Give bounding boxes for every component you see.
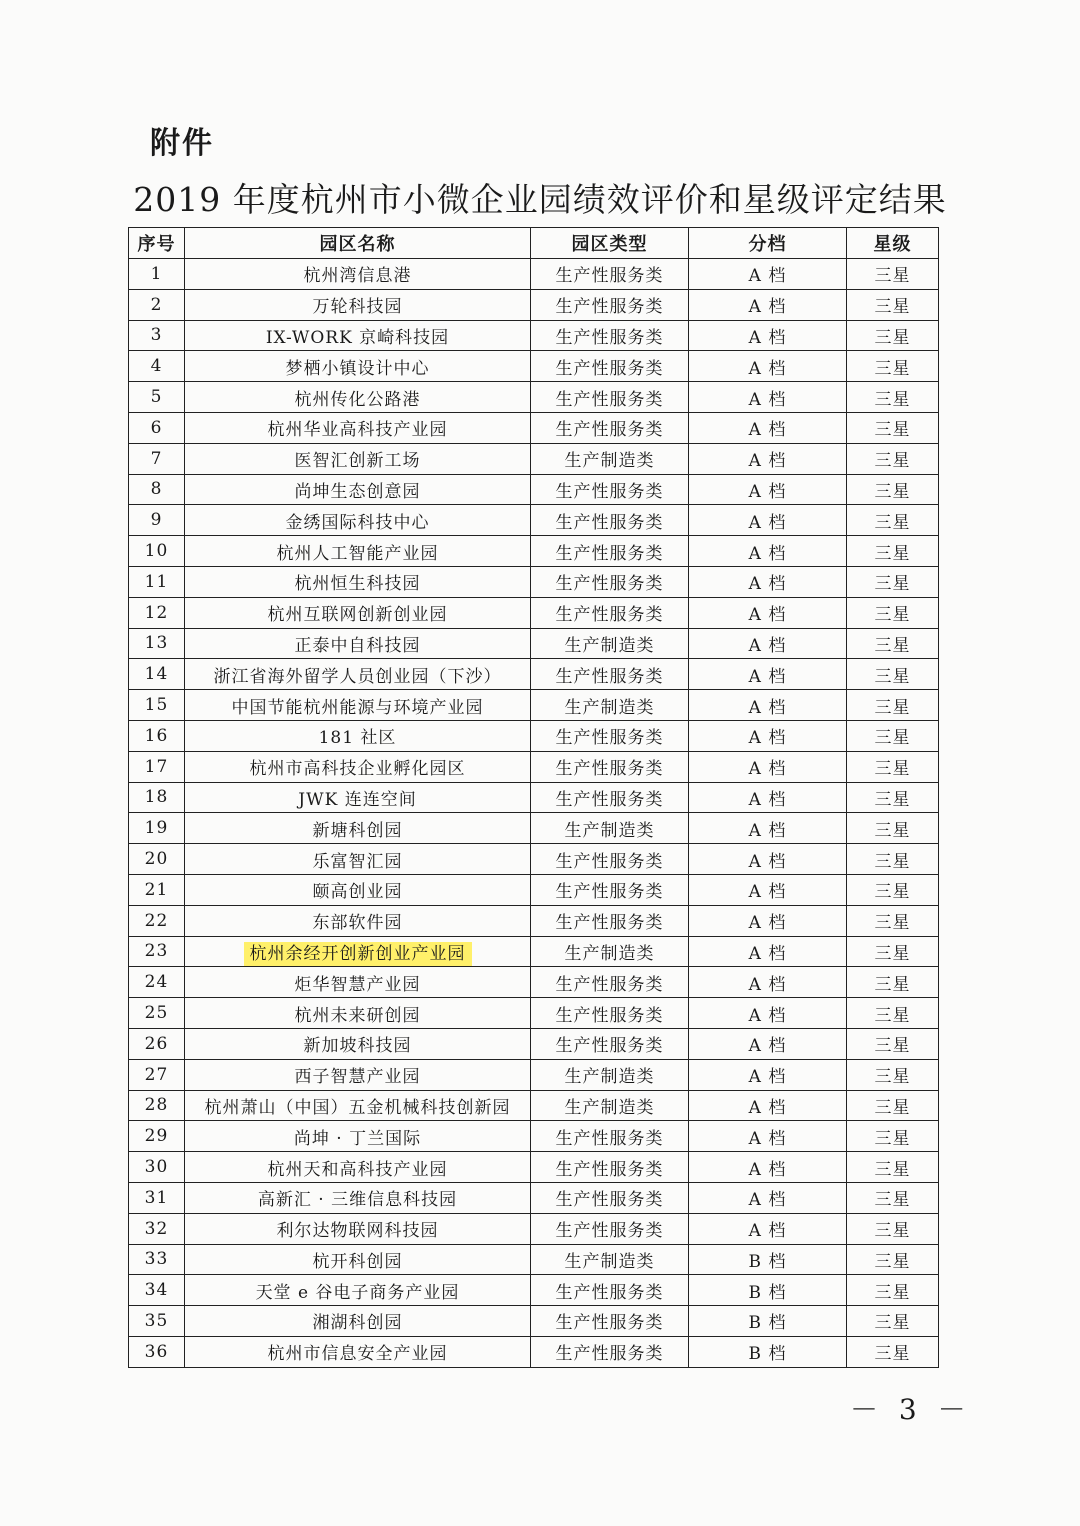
cell-park-name: 利尔达物联网科技园 <box>185 1213 531 1244</box>
cell-no: 31 <box>129 1182 185 1213</box>
cell-grade: A 档 <box>689 628 847 659</box>
cell-park-type: 生产制造类 <box>531 1244 689 1275</box>
cell-park-type: 生产性服务类 <box>531 536 689 567</box>
cell-park-name: 新加坡科技园 <box>185 1028 531 1059</box>
cell-park-type: 生产性服务类 <box>531 874 689 905</box>
cell-park-type: 生产性服务类 <box>531 720 689 751</box>
cell-grade: A 档 <box>689 289 847 320</box>
table-body <box>129 259 939 1368</box>
table-header-row <box>129 228 939 259</box>
cell-star: 三星 <box>847 382 939 413</box>
cell-star: 三星 <box>847 1244 939 1275</box>
cell-grade: A 档 <box>689 505 847 536</box>
cell-no: 9 <box>129 505 185 536</box>
cell-star: 三星 <box>847 1152 939 1183</box>
table-row <box>129 1090 939 1121</box>
table-row <box>129 874 939 905</box>
cell-no: 1 <box>129 259 185 290</box>
table-row <box>129 690 939 721</box>
table-row <box>129 443 939 474</box>
table-row <box>129 1121 939 1152</box>
cell-star: 三星 <box>847 474 939 505</box>
table-row <box>129 1336 939 1367</box>
highlighted-park-name: 杭州余经开创新创业产业园 <box>244 942 472 966</box>
cell-no: 24 <box>129 967 185 998</box>
cell-park-name: 尚坤生态创意园 <box>185 474 531 505</box>
cell-park-name: 万轮科技园 <box>185 289 531 320</box>
table-row <box>129 720 939 751</box>
cell-no: 30 <box>129 1152 185 1183</box>
cell-star: 三星 <box>847 597 939 628</box>
cell-park-type: 生产性服务类 <box>531 1306 689 1337</box>
cell-park-type: 生产性服务类 <box>531 1121 689 1152</box>
table-row <box>129 905 939 936</box>
cell-grade: B 档 <box>689 1336 847 1367</box>
column-header-name: 园区名称 <box>185 228 531 259</box>
cell-park-name: 杭州传化公路港 <box>185 382 531 413</box>
cell-star: 三星 <box>847 289 939 320</box>
cell-park-type: 生产性服务类 <box>531 751 689 782</box>
cell-park-name: 杭州市信息安全产业园 <box>185 1336 531 1367</box>
cell-star: 三星 <box>847 1059 939 1090</box>
cell-star: 三星 <box>847 905 939 936</box>
table-row <box>129 782 939 813</box>
cell-star: 三星 <box>847 1090 939 1121</box>
cell-grade: B 档 <box>689 1244 847 1275</box>
column-header-no: 序号 <box>129 228 185 259</box>
cell-park-type: 生产性服务类 <box>531 259 689 290</box>
cell-grade: A 档 <box>689 259 847 290</box>
cell-park-type: 生产制造类 <box>531 1090 689 1121</box>
cell-park-type: 生产制造类 <box>531 443 689 474</box>
cell-park-name: 西子智慧产业园 <box>185 1059 531 1090</box>
cell-park-name: 医智汇创新工场 <box>185 443 531 474</box>
column-header-star: 星级 <box>847 228 939 259</box>
cell-park-type: 生产性服务类 <box>531 1152 689 1183</box>
cell-grade: A 档 <box>689 1090 847 1121</box>
cell-park-type: 生产性服务类 <box>531 998 689 1029</box>
cell-star: 三星 <box>847 320 939 351</box>
cell-no: 15 <box>129 690 185 721</box>
table-row <box>129 659 939 690</box>
results-table <box>128 227 939 1368</box>
cell-park-name: 杭州市高科技企业孵化园区 <box>185 751 531 782</box>
cell-park-type: 生产制造类 <box>531 936 689 967</box>
cell-star: 三星 <box>847 536 939 567</box>
cell-park-type: 生产性服务类 <box>531 351 689 382</box>
cell-grade: A 档 <box>689 474 847 505</box>
cell-no: 33 <box>129 1244 185 1275</box>
cell-no: 34 <box>129 1275 185 1306</box>
cell-park-name: 杭州未来研创园 <box>185 998 531 1029</box>
table-row <box>129 320 939 351</box>
cell-park-type: 生产性服务类 <box>531 566 689 597</box>
cell-park-type: 生产性服务类 <box>531 1336 689 1367</box>
cell-no: 25 <box>129 998 185 1029</box>
column-header-grade: 分档 <box>689 228 847 259</box>
cell-grade: A 档 <box>689 1152 847 1183</box>
cell-park-name: JWK 连连空间 <box>185 782 531 813</box>
cell-park-name: 浙江省海外留学人员创业园（下沙） <box>185 659 531 690</box>
cell-star: 三星 <box>847 505 939 536</box>
cell-grade: A 档 <box>689 998 847 1029</box>
cell-park-name: 杭州萧山（中国）五金机械科技创新园 <box>185 1090 531 1121</box>
cell-no: 3 <box>129 320 185 351</box>
cell-star: 三星 <box>847 351 939 382</box>
page-number: － 3 － <box>850 1393 972 1426</box>
cell-star: 三星 <box>847 813 939 844</box>
cell-star: 三星 <box>847 844 939 875</box>
cell-no: 32 <box>129 1213 185 1244</box>
column-header-type: 园区类型 <box>531 228 689 259</box>
attachment-label: 附件 <box>150 126 214 161</box>
cell-grade: A 档 <box>689 659 847 690</box>
cell-park-name: 尚坤 · 丁兰国际 <box>185 1121 531 1152</box>
table-row <box>129 566 939 597</box>
cell-no: 18 <box>129 782 185 813</box>
cell-star: 三星 <box>847 751 939 782</box>
cell-park-type: 生产性服务类 <box>531 597 689 628</box>
cell-no: 17 <box>129 751 185 782</box>
cell-park-name <box>185 936 531 967</box>
cell-park-type: 生产性服务类 <box>531 320 689 351</box>
cell-park-type: 生产制造类 <box>531 1059 689 1090</box>
table-row <box>129 628 939 659</box>
cell-no: 36 <box>129 1336 185 1367</box>
cell-grade: B 档 <box>689 1275 847 1306</box>
table-row <box>129 1028 939 1059</box>
table-row <box>129 412 939 443</box>
cell-grade: B 档 <box>689 1306 847 1337</box>
table-row <box>129 382 939 413</box>
cell-grade: A 档 <box>689 782 847 813</box>
cell-park-type: 生产性服务类 <box>531 412 689 443</box>
table-row <box>129 351 939 382</box>
cell-grade: A 档 <box>689 320 847 351</box>
cell-no: 26 <box>129 1028 185 1059</box>
cell-park-type: 生产制造类 <box>531 628 689 659</box>
cell-park-type: 生产性服务类 <box>531 659 689 690</box>
cell-star: 三星 <box>847 659 939 690</box>
table-row <box>129 505 939 536</box>
cell-star: 三星 <box>847 443 939 474</box>
cell-grade: A 档 <box>689 1028 847 1059</box>
cell-park-name: 正泰中自科技园 <box>185 628 531 659</box>
cell-no: 6 <box>129 412 185 443</box>
cell-no: 27 <box>129 1059 185 1090</box>
cell-no: 2 <box>129 289 185 320</box>
cell-star: 三星 <box>847 998 939 1029</box>
cell-star: 三星 <box>847 690 939 721</box>
table-row <box>129 1059 939 1090</box>
table-row <box>129 1275 939 1306</box>
cell-star: 三星 <box>847 259 939 290</box>
cell-no: 19 <box>129 813 185 844</box>
cell-star: 三星 <box>847 1121 939 1152</box>
cell-grade: A 档 <box>689 351 847 382</box>
cell-park-name: 梦栖小镇设计中心 <box>185 351 531 382</box>
cell-star: 三星 <box>847 412 939 443</box>
cell-park-name: 乐富智汇园 <box>185 844 531 875</box>
cell-no: 22 <box>129 905 185 936</box>
cell-grade: A 档 <box>689 936 847 967</box>
cell-park-name: 东部软件园 <box>185 905 531 936</box>
cell-star: 三星 <box>847 936 939 967</box>
cell-park-type: 生产性服务类 <box>531 1028 689 1059</box>
cell-grade: A 档 <box>689 1213 847 1244</box>
cell-star: 三星 <box>847 566 939 597</box>
cell-park-name: 新塘科创园 <box>185 813 531 844</box>
table-row <box>129 844 939 875</box>
cell-grade: A 档 <box>689 720 847 751</box>
cell-park-name: 杭州恒生科技园 <box>185 566 531 597</box>
cell-star: 三星 <box>847 1275 939 1306</box>
cell-grade: A 档 <box>689 412 847 443</box>
cell-no: 10 <box>129 536 185 567</box>
cell-park-name: 高新汇 · 三维信息科技园 <box>185 1182 531 1213</box>
cell-no: 14 <box>129 659 185 690</box>
table-row <box>129 751 939 782</box>
cell-no: 5 <box>129 382 185 413</box>
cell-park-name: 炬华智慧产业园 <box>185 967 531 998</box>
cell-park-name: 杭开科创园 <box>185 1244 531 1275</box>
table-row <box>129 289 939 320</box>
cell-park-name: 天堂 e 谷电子商务产业园 <box>185 1275 531 1306</box>
cell-star: 三星 <box>847 967 939 998</box>
cell-park-name: 中国节能杭州能源与环境产业园 <box>185 690 531 721</box>
cell-park-name: 湘湖科创园 <box>185 1306 531 1337</box>
table-row <box>129 1213 939 1244</box>
cell-park-type: 生产性服务类 <box>531 905 689 936</box>
cell-no: 4 <box>129 351 185 382</box>
cell-no: 8 <box>129 474 185 505</box>
cell-park-name: 颐高创业园 <box>185 874 531 905</box>
cell-park-name: 杭州湾信息港 <box>185 259 531 290</box>
cell-no: 35 <box>129 1306 185 1337</box>
table-row <box>129 998 939 1029</box>
cell-grade: A 档 <box>689 1182 847 1213</box>
cell-no: 28 <box>129 1090 185 1121</box>
table-row <box>129 1182 939 1213</box>
cell-star: 三星 <box>847 1306 939 1337</box>
cell-park-type: 生产性服务类 <box>531 782 689 813</box>
cell-star: 三星 <box>847 1336 939 1367</box>
cell-star: 三星 <box>847 1182 939 1213</box>
cell-park-name: 杭州人工智能产业园 <box>185 536 531 567</box>
cell-park-type: 生产制造类 <box>531 690 689 721</box>
cell-no: 21 <box>129 874 185 905</box>
cell-grade: A 档 <box>689 690 847 721</box>
cell-grade: A 档 <box>689 905 847 936</box>
table-row <box>129 813 939 844</box>
cell-park-name: 杭州天和高科技产业园 <box>185 1152 531 1183</box>
cell-no: 20 <box>129 844 185 875</box>
cell-park-type: 生产性服务类 <box>531 1182 689 1213</box>
table-row <box>129 936 939 967</box>
cell-park-type: 生产性服务类 <box>531 844 689 875</box>
cell-grade: A 档 <box>689 844 847 875</box>
cell-star: 三星 <box>847 782 939 813</box>
cell-no: 29 <box>129 1121 185 1152</box>
cell-park-name: 杭州华业高科技产业园 <box>185 412 531 443</box>
table-row <box>129 1152 939 1183</box>
table-row <box>129 474 939 505</box>
cell-grade: A 档 <box>689 751 847 782</box>
cell-park-type: 生产性服务类 <box>531 289 689 320</box>
cell-park-type: 生产性服务类 <box>531 382 689 413</box>
cell-no: 23 <box>129 936 185 967</box>
cell-no: 7 <box>129 443 185 474</box>
cell-star: 三星 <box>847 1028 939 1059</box>
cell-no: 16 <box>129 720 185 751</box>
cell-star: 三星 <box>847 628 939 659</box>
cell-grade: A 档 <box>689 536 847 567</box>
cell-park-name: 金绣国际科技中心 <box>185 505 531 536</box>
cell-no: 12 <box>129 597 185 628</box>
cell-park-type: 生产性服务类 <box>531 474 689 505</box>
cell-park-type: 生产性服务类 <box>531 967 689 998</box>
cell-grade: A 档 <box>689 597 847 628</box>
cell-grade: A 档 <box>689 566 847 597</box>
cell-no: 11 <box>129 566 185 597</box>
cell-park-name: IX-WORK 京崎科技园 <box>185 320 531 351</box>
cell-park-type: 生产制造类 <box>531 813 689 844</box>
table-row <box>129 259 939 290</box>
table-row <box>129 536 939 567</box>
table-row <box>129 1306 939 1337</box>
document-title: 2019 年度杭州市小微企业园绩效评价和星级评定结果 <box>133 180 947 219</box>
cell-grade: A 档 <box>689 1121 847 1152</box>
cell-star: 三星 <box>847 874 939 905</box>
cell-park-type: 生产性服务类 <box>531 1213 689 1244</box>
cell-star: 三星 <box>847 1213 939 1244</box>
cell-park-type: 生产性服务类 <box>531 505 689 536</box>
cell-park-name: 181 社区 <box>185 720 531 751</box>
table-row <box>129 1244 939 1275</box>
table-row <box>129 967 939 998</box>
cell-grade: A 档 <box>689 874 847 905</box>
cell-grade: A 档 <box>689 967 847 998</box>
cell-park-name: 杭州互联网创新创业园 <box>185 597 531 628</box>
table-row <box>129 597 939 628</box>
cell-grade: A 档 <box>689 1059 847 1090</box>
cell-grade: A 档 <box>689 443 847 474</box>
cell-star: 三星 <box>847 720 939 751</box>
cell-park-type: 生产性服务类 <box>531 1275 689 1306</box>
cell-no: 13 <box>129 628 185 659</box>
cell-grade: A 档 <box>689 813 847 844</box>
cell-grade: A 档 <box>689 382 847 413</box>
